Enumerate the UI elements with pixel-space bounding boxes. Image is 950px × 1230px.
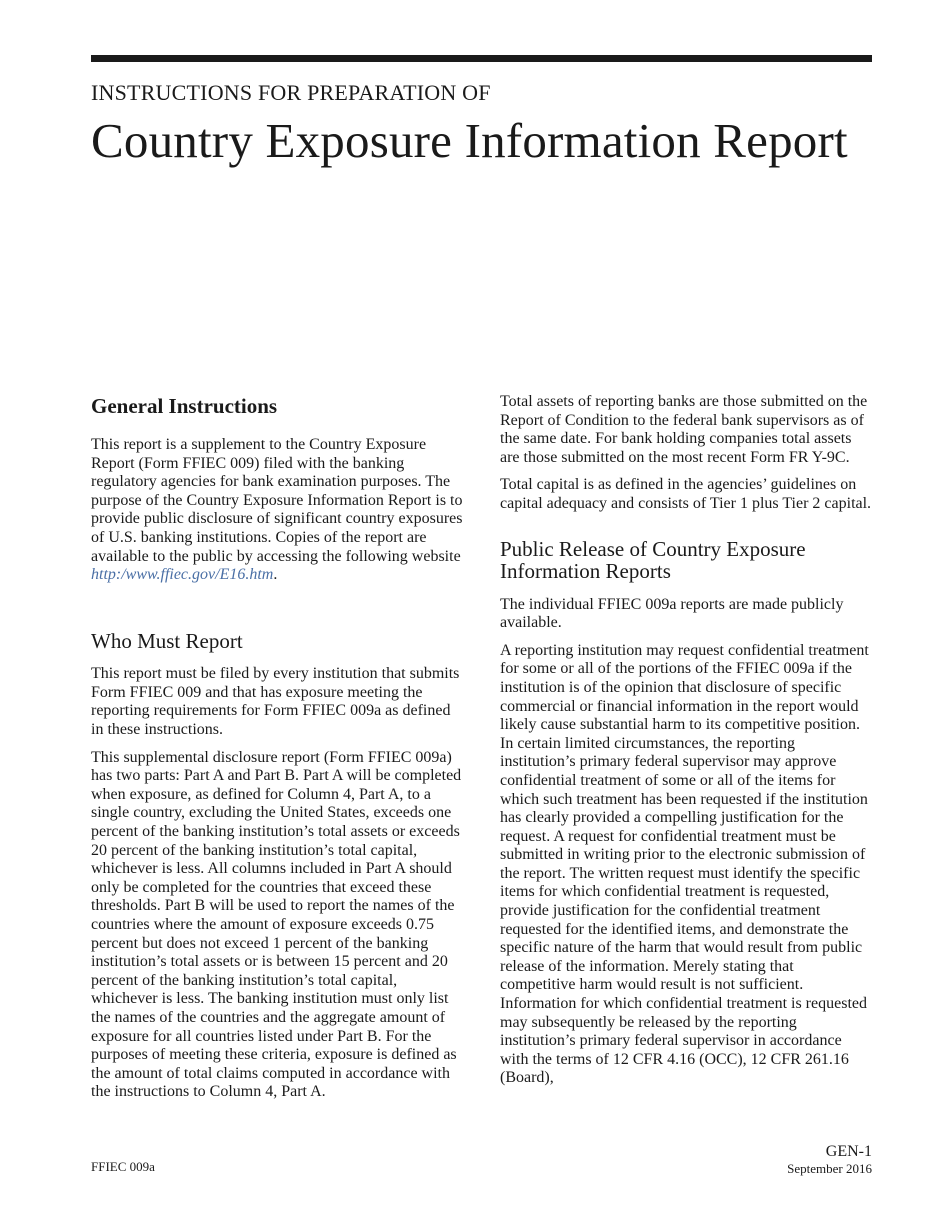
general-instructions-heading: General Instructions (91, 394, 278, 418)
document-title: Country Exposure Information Report (91, 113, 848, 168)
public-release-paragraph-1: The individual FFIEC 009a reports are made publicly available. (500, 595, 844, 632)
revision-date: September 2016 (787, 1161, 872, 1176)
general-text-end: . (273, 566, 278, 584)
who-must-report-heading: Who Must Report (91, 628, 243, 653)
page-number: GEN-1 (825, 1143, 872, 1160)
footer-page-info (787, 1143, 872, 1176)
public-release-heading: Public Release of Country Exposure Information Reports (500, 536, 806, 584)
general-text: This report is a supplement to the Country Exposure Report (Form FFIEC 009) filed with the banking regulatory agencies for bank examination purposes. The purpose of the Country Exposure Information Report is to provide public disclosure of significant country exposures of U.S. banking institutions. Copies of the report are available to the public by accessing the following website (91, 436, 463, 565)
left-column (91, 393, 463, 1111)
who-must-report-paragraph-2: This supplemental disclosure report (Form FFIEC 009a) has two parts: Part A and Part B. Part A will be completed when exposure, as defined for Column 4, Part A, to a single country, excluding the United States, exceeds one percent of the banking institution’s total assets or exceeds 20 percent of the banking institution’s total capital, whichever is less. All columns included in Part A should only be completed for the countries that exceed these thresholds. Part B will be used to report the names of the countries where the amount of exposure exceeds 0.75 percent but does not exceed 1 percent of the banking institution’s total assets or is between 15 percent and 20 percent of the banking institution’s total capital, whichever is less. The banking institution must only list the names of the countries and the aggregate amount of exposure for all countries listed under Part B. For the purposes of meeting these criteria, exposure is defined as the amount of total claims computed in accordance with the instructions to Column 4, Part A. (91, 748, 462, 1101)
document-kicker: INSTRUCTIONS FOR PREPARATION OF (91, 80, 491, 105)
who-must-report-paragraph-1: This report must be filed by every institution that submits Form FFIEC 009 and that has exposure meeting the reporting requirements for Form FFIEC 009a as defined in these instructions. (91, 665, 460, 739)
ffiec-website-link[interactable]: http:/www.ffiec.gov/E16.htm (91, 566, 274, 584)
public-release-paragraph-2: A reporting institution may request confidential treatment for some or all of the portions of the FFIEC 009a if the institution is of the opinion that disclosure of specific commercial or financial information in the report would likely cause substantial harm to its competitive position. In certain limited circumstances, the reporting institution’s primary federal supervisor may approve confidential treatment of some or all of the items for which such treatment has been requested if the institution has clearly provided a compelling justification for the request. A request for confidential treatment must be submitted in writing prior to the electronic submission of the report. The written request must identify the specific items for which confidential treatment is requested, provide justification for the confidential treatment requested for the identified items, and demonstrate the specific nature of the harm that would result from public release of the information. Merely stating that competitive harm would result is not sufficient. Information for which confidential treatment is requested may subsequently be released by the reporting institution’s primary federal supervisor in accordance with the terms of 12 CFR 4.16 (OCC), 12 CFR 261.16 (Board), (500, 641, 869, 1087)
top-rule (91, 55, 872, 62)
total-assets-paragraph: Total assets of reporting banks are those submitted on the Report of Condition to the federal bank supervisors as of the same date. For bank holding companies total assets are those submitted on the most recent Form FR Y-9C. (500, 393, 868, 466)
right-column (500, 393, 872, 1097)
total-capital-paragraph: Total capital is as defined in the agencies’ guidelines on capital adequacy and consists of Tier 1 plus Tier 2 capital. (500, 476, 872, 512)
footer-form-number: FFIEC 009a (91, 1159, 155, 1174)
general-instructions-paragraph (91, 436, 463, 585)
